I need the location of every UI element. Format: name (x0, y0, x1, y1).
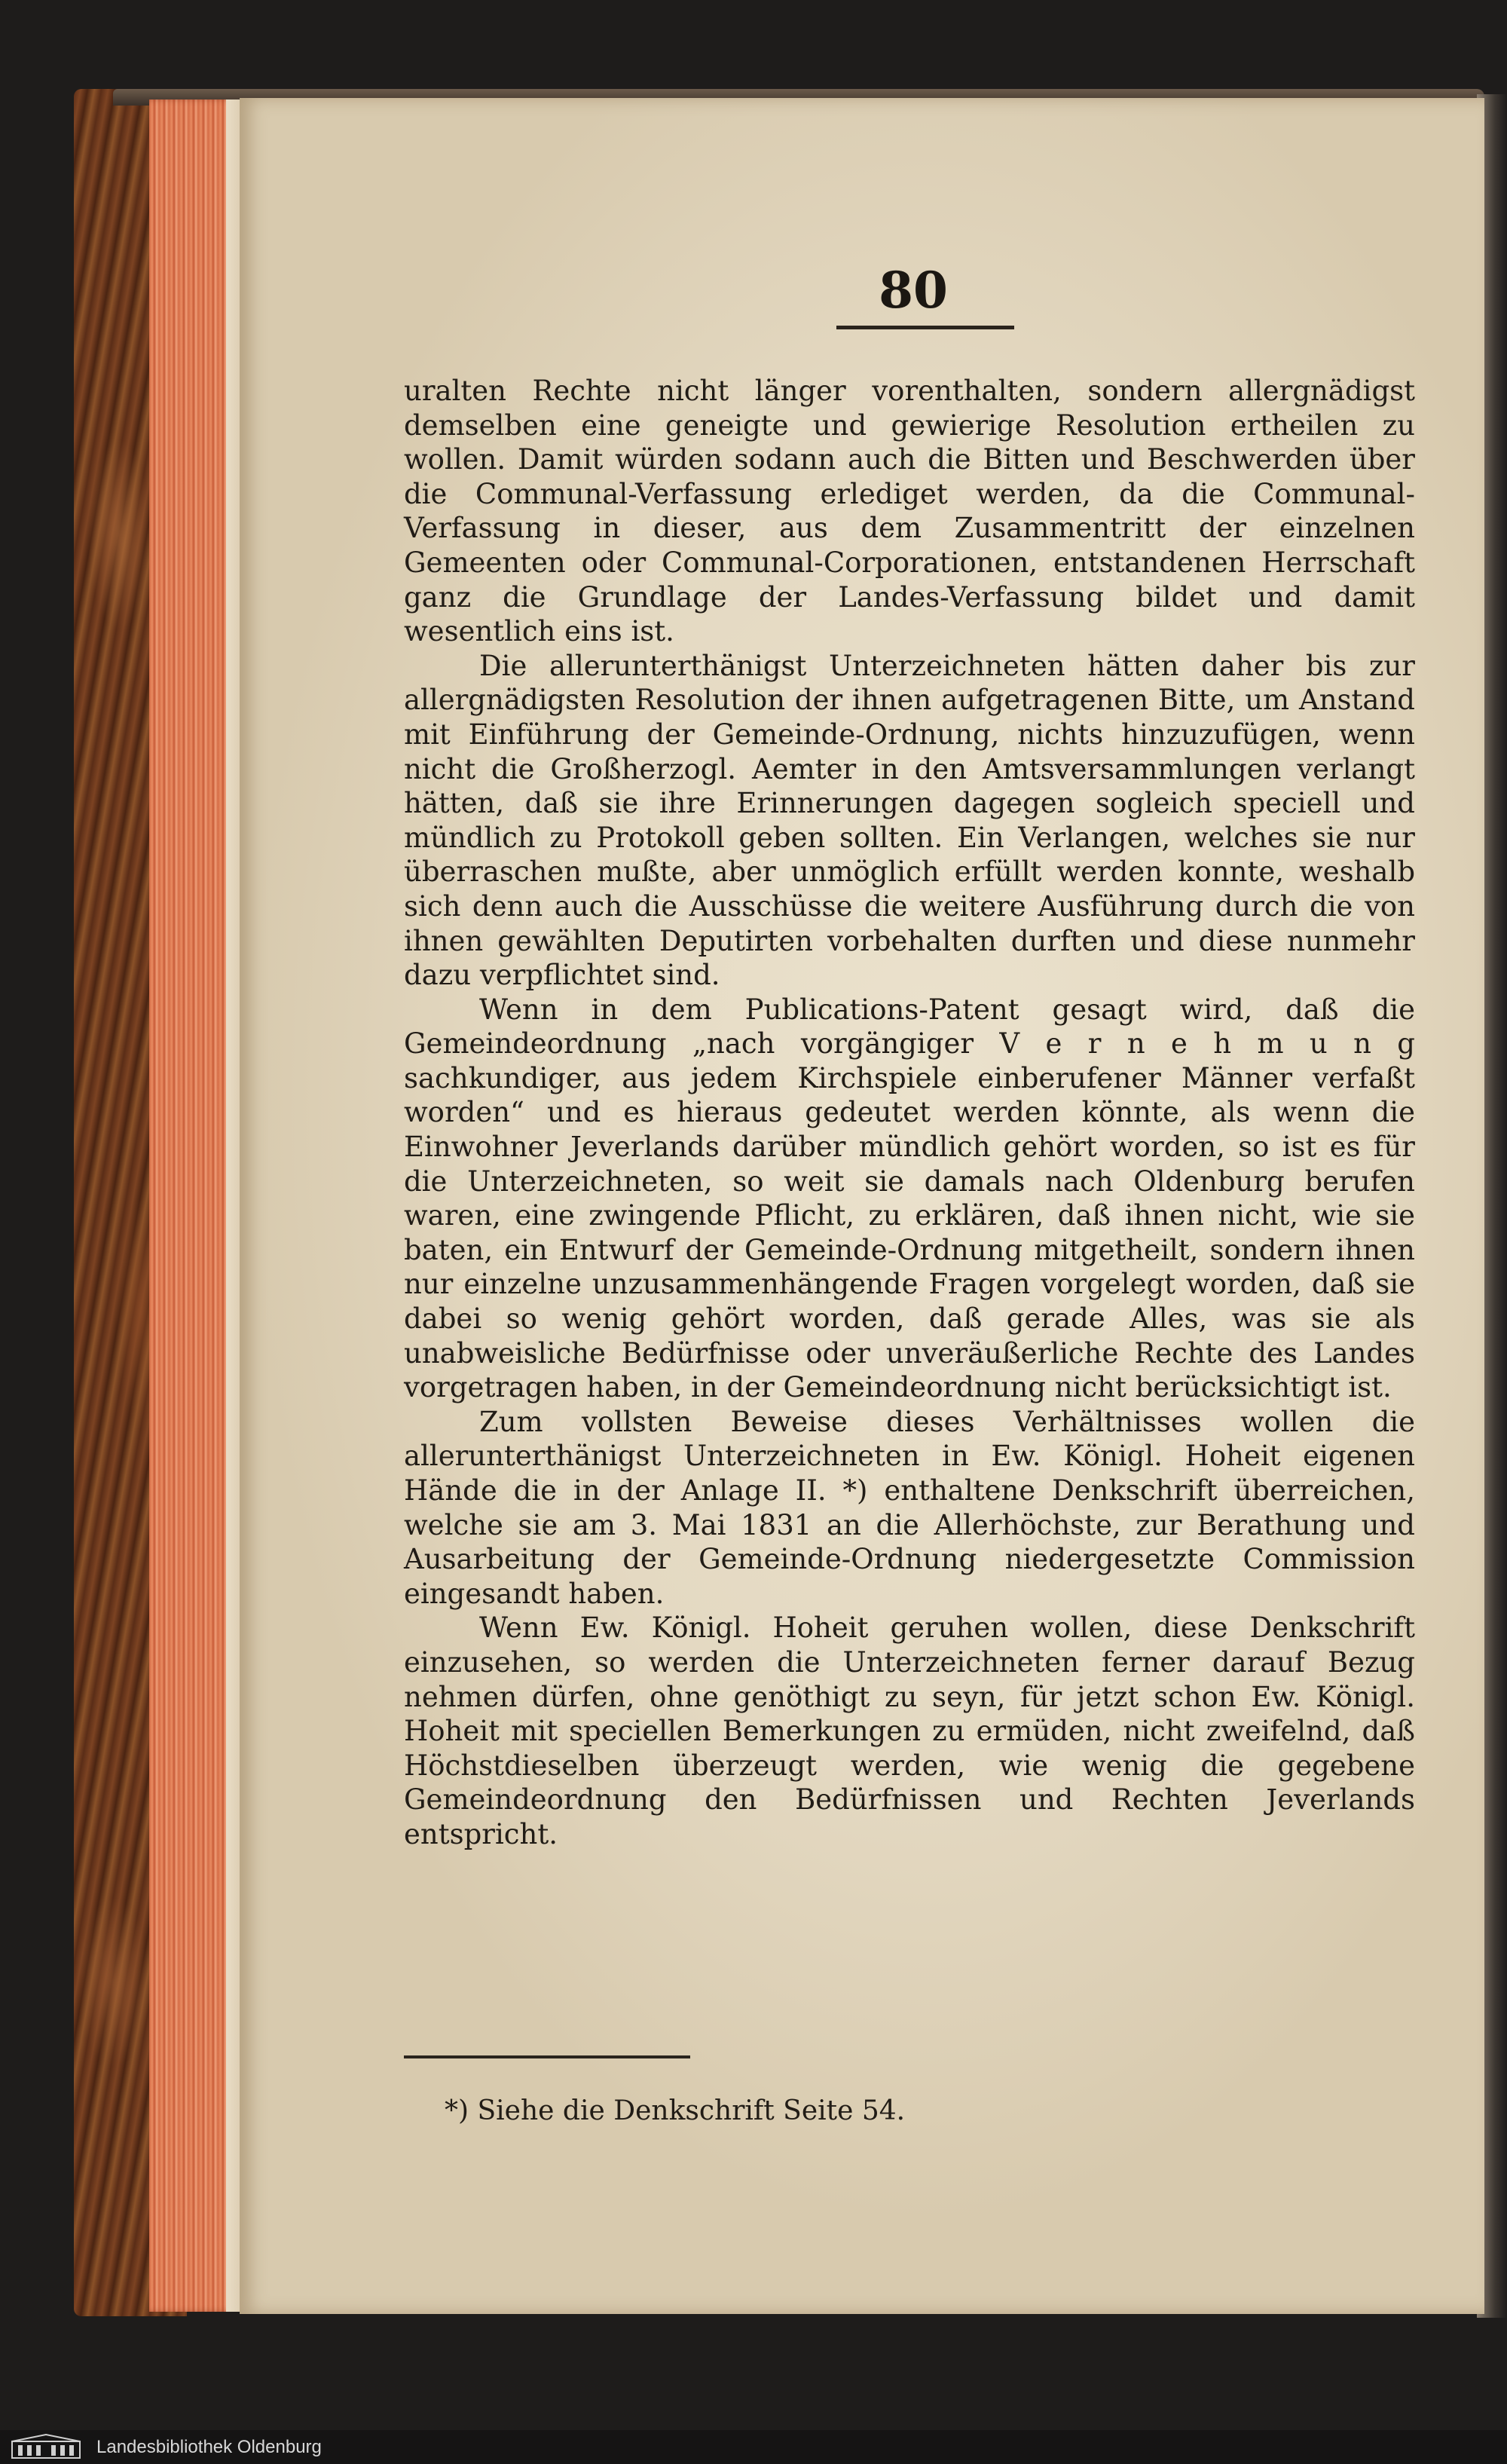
footnote: *) Siehe die Denkschrift Seite 54. (445, 2095, 906, 2126)
library-name[interactable]: Landesbibliothek Oldenburg (96, 2437, 322, 2457)
page-edges (149, 99, 238, 2312)
paragraph: Wenn in dem Publications-Patent gesagt wird, daß die Gemeindeordnung „nach vorgängiger V e r n e h m u n g sachkundiger, aus jedem Kirchspiele einberufener Männer verfaßt worden“ und es hieraus gedeutet werden könnte, als wenn die Einwohner Jeverlands darüber mündlich gehört worden, so ist es für die Unterzeichneten, so weit sie damals nach Oldenburg berufen waren, eine zwingende Pflicht, zu erklären, daß ihnen nicht, wie sie baten, ein Entwurf der Gemeinde-Ordnung mitgetheilt, sondern ihnen nur einzelne unzusammenhängende Fragen vorgelegt worden, daß sie dabei so wenig gehört worden, daß gerade Alles, was sie als unabweisliche Bedürfnisse oder unveräußerliche Rechte des Landes vorgetragen haben, in der Gemeindeordnung nicht berücksichtigt ist. (404, 993, 1415, 1404)
paragraph: Zum vollsten Beweise dieses Verhältnisses wollen die allerunterthänigst Unterzeichneten in Ew. Königl. Hoheit eigenen Hände die in der Anlage II. *) enthaltene Denkschrift überreichen, welche sie am 3. Mai 1831 an die Allerhöchste, zur Berathung und Ausarbeitung der Gemeinde-Ordnung niedergesetzte Commission eingesandt haben. (404, 1405, 1415, 1610)
footnote-rule (404, 2055, 690, 2058)
paragraph: Die allerunterthänigst Unterzeichneten hätten daher bis zur allergnädigsten Resolution der ihnen aufgetragenen Bitte, um Anstand mit Einführung der Gemeinde-Ordnung, nichts hinzuzufügen, wenn nicht die Großherzogl. Aemter in den Amtsversammlungen verlangt hätten, daß sie ihre Erinnerungen dagegen sogleich speciell und mündlich zu Protokoll geben sollten. Ein Verlangen, welches sie nur überraschen mußte, aber unmöglich erfüllt werden konnte, weshalb sich denn auch die Ausschüsse die weitere Ausführung durch die von ihnen gewählten Deputirten vorbehalten durften und diese nunmehr dazu verpflichtet sind. (404, 649, 1415, 992)
page-number: 80 (879, 261, 948, 320)
library-building-icon (11, 2434, 81, 2459)
paragraph: Wenn Ew. Königl. Hoheit geruhen wollen, diese Denkschrift einzusehen, so werden die Unterzeichneten ferner darauf Bezug nehmen dürfen, ohne genöthigt zu seyn, für jetzt schon Ew. Königl. Hoheit mit speciellen Bemerkungen zu ermüden, nicht zweifelnd, daß Höchstdieselben überzeugt werden, wie wenig die gegebene Gemeindeordnung den Bedürfnissen und Rechten Jeverlands entspricht. (404, 1612, 1415, 1850)
page-body (404, 374, 1415, 1852)
page-number-rule (836, 326, 1014, 329)
paragraph: uralten Rechte nicht länger vorenthalten, sondern allergnädigst demselben eine geneigte und gewierige Resolution ertheilen zu wollen. Damit würden sodann auch die Bitten und Beschwerden über die Communal-Verfassung erlediget werden, da die Communal-Verfassung in dieser, aus dem Zusammentritt der einzelnen Gemeenten oder Communal-Corporationen, entstandenen Herrschaft ganz die Grundlage der Landes-Verfassung bildet und damit wesentlich eins ist. (404, 375, 1415, 648)
